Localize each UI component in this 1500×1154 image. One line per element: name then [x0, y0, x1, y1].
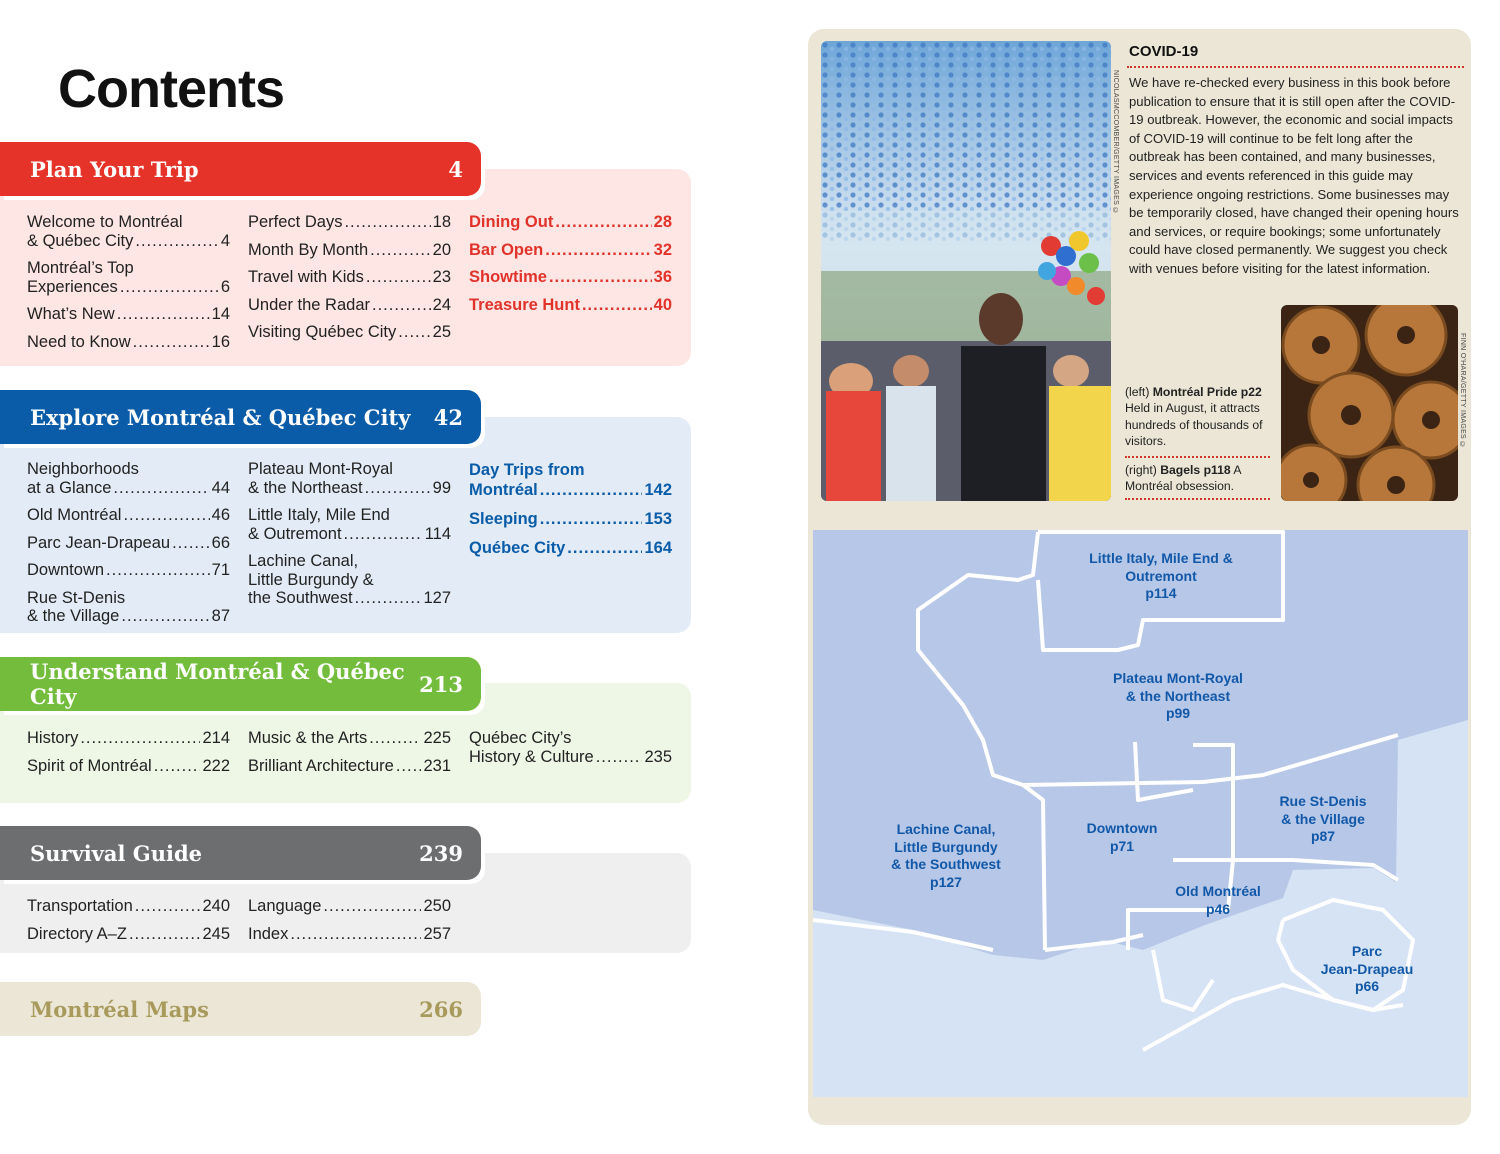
explore-col1 [27, 460, 230, 635]
entry-label: Index [248, 924, 289, 943]
map-label-line: p99 [1165, 705, 1191, 721]
entry-page: 46 [211, 506, 230, 524]
section-page: 4 [448, 156, 463, 182]
map-label-line: p66 [1354, 978, 1380, 994]
entry-label: Bar Open [469, 240, 544, 259]
entry-page: 250 [423, 897, 451, 915]
entry-page: 127 [423, 589, 451, 607]
section-title: Plan Your Trip [30, 156, 199, 182]
caption-divider [1125, 456, 1270, 458]
entry-label: Month By Month [248, 240, 369, 259]
bagel-photo [1281, 305, 1458, 501]
map-label-line: p71 [1109, 837, 1135, 854]
plan-col2 [248, 213, 451, 351]
understand-col2 [248, 729, 451, 784]
entry-label: & Outremont [248, 524, 342, 543]
entry-label: Brilliant Architecture [248, 756, 394, 775]
entry-label: Spirit of Montréal [27, 756, 152, 775]
toc-entry[interactable] [248, 729, 451, 748]
entry-label: Parc Jean-Drapeau [27, 533, 171, 552]
entry-label: Montréal [469, 481, 538, 499]
entry-label: Visiting Québec City [248, 323, 397, 341]
entry-page: 23 [432, 268, 451, 286]
map-label-rue-st-denis[interactable] [1262, 793, 1384, 846]
entry-page: 36 [653, 268, 672, 286]
map-label-line: Little Italy, Mile End & [1089, 550, 1233, 566]
entry-label: & Québec City [27, 231, 134, 250]
entry-page: 231 [423, 756, 451, 775]
entry-page: 240 [202, 897, 230, 915]
entry-label: Transportation [27, 897, 133, 915]
entry-page: 32 [653, 240, 672, 259]
toc-entry[interactable] [27, 506, 230, 525]
bagel-photo-image [1281, 305, 1458, 501]
entry-label: History [27, 729, 79, 747]
caption-bold: Montréal Pride p22 [1152, 385, 1262, 399]
entry-label: Need to Know [27, 332, 131, 351]
section-page: 239 [419, 840, 463, 866]
toc-entry[interactable] [469, 213, 672, 232]
toc-entry[interactable] [27, 925, 230, 944]
survival-col2 [248, 897, 451, 952]
map-label-line: Lachine Canal, [896, 821, 996, 837]
entry-label: What’s New [27, 305, 115, 323]
map-label-little-italy[interactable] [1063, 550, 1259, 603]
plan-col1 [27, 213, 230, 360]
entry-label: Directory A–Z [27, 924, 127, 943]
entry-label: Sleeping [469, 510, 538, 528]
plan-col3 [469, 213, 672, 323]
section-title: Understand Montréal & Québec City [30, 659, 405, 709]
map-label-line: Rue St-Denis [1279, 793, 1367, 809]
entry-line: Little Italy, Mile End [248, 506, 390, 524]
map-label-downtown[interactable] [1074, 820, 1170, 855]
caption-text: Held in August, it attracts hundreds of thousands of visitors. [1125, 401, 1263, 449]
map-label-line: Jean-Drapeau [1320, 960, 1414, 977]
explore-col2 [248, 460, 451, 617]
toc-entry[interactable] [469, 241, 672, 260]
toc-entry[interactable] [469, 729, 672, 766]
toc-entry[interactable] [27, 213, 230, 250]
toc-entry[interactable] [248, 897, 451, 916]
entry-page: 235 [644, 747, 672, 766]
toc-entry[interactable] [248, 506, 451, 543]
map-label-line: & the Southwest [891, 856, 1001, 872]
entry-line: Neighborhoods [27, 460, 139, 478]
covid-text: We have re-checked every business in this book before publication to ensure that it is still open after the COVID-19 outbreak. However, the economic and social impacts of COVID-19 will continue to be felt long after the outbreak has been contained, and many businesses, services and events referenced in this guide may experience ongoing restrictions. Some businesses may be temporarily closed, have changed their opening hours and services, or require bookings; some unfortunately could have closed permanently. We suggest you check with venues before visiting for the latest information. [1129, 75, 1459, 276]
toc-entry[interactable] [27, 729, 230, 748]
map-label-line: p46 [1205, 900, 1231, 917]
entry-label: & the Village [27, 607, 120, 625]
entry-page: 40 [653, 295, 672, 314]
toc-entry[interactable] [27, 757, 230, 776]
entry-page: 225 [423, 729, 451, 747]
caption-prefix: (left) [1125, 385, 1150, 399]
entry-label: Old Montréal [27, 506, 122, 524]
caption-prefix: (right) [1125, 463, 1157, 477]
map-label-line: Parc [1351, 943, 1383, 959]
map-label-parc[interactable] [1307, 943, 1427, 996]
map-label-line: Little Burgundy [894, 838, 998, 855]
entry-label: Showtime [469, 268, 547, 286]
entry-label: Perfect Days [248, 213, 343, 231]
entry-page: 44 [211, 478, 230, 497]
entry-label: Treasure Hunt [469, 295, 580, 314]
understand-section-header[interactable] [0, 657, 481, 711]
entry-line: Little Burgundy & [248, 570, 374, 589]
entry-page: 99 [432, 478, 451, 497]
map-label-line: Downtown [1086, 820, 1158, 836]
map-label-line: Plateau Mont-Royal [1113, 670, 1243, 686]
section-title: Montréal Maps [30, 996, 209, 1022]
entry-page: 71 [211, 561, 230, 579]
section-page: 42 [433, 404, 463, 430]
survival-section-header[interactable] [0, 826, 481, 880]
entry-page: 214 [202, 729, 230, 747]
entry-page: 18 [432, 213, 451, 231]
understand-col1 [27, 729, 230, 784]
entry-page: 25 [432, 323, 451, 341]
entry-line: Day Trips from [469, 461, 585, 479]
pride-photo [821, 41, 1111, 501]
toc-entry[interactable] [248, 460, 451, 497]
toc-entry[interactable] [248, 925, 451, 944]
entry-page: 66 [211, 533, 230, 552]
plan-section-header[interactable] [0, 142, 481, 196]
map-label-line: & the Northeast [1125, 687, 1231, 704]
understand-col3 [469, 729, 672, 775]
entry-label: History & Culture [469, 747, 594, 766]
map-label-line: Outremont [1125, 567, 1197, 584]
toc-entry[interactable] [469, 538, 672, 558]
map-label-plateau[interactable] [1088, 670, 1268, 723]
map-label-old-montreal[interactable] [1160, 883, 1276, 918]
entry-page: 164 [644, 539, 672, 557]
section-page: 213 [419, 671, 463, 697]
toc-entry[interactable] [248, 757, 451, 776]
toc-entry[interactable] [469, 460, 672, 500]
map-label-line: & the Village [1281, 810, 1365, 827]
toc-entry[interactable] [27, 305, 230, 324]
entry-label: Music & the Arts [248, 729, 368, 747]
toc-entry[interactable] [248, 296, 451, 315]
covid-title: COVID-19 [1129, 43, 1199, 60]
explore-col3 [469, 460, 672, 567]
map-label-line: p114 [1145, 585, 1177, 601]
toc-entry[interactable] [27, 561, 230, 580]
entry-label: at a Glance [27, 478, 112, 497]
entry-label: Downtown [27, 561, 105, 579]
caption-left [1125, 384, 1275, 450]
map-label-line: Old Montréal [1175, 883, 1261, 899]
entry-line: Plateau Mont-Royal [248, 460, 393, 478]
photo-credit-right: FINN O'HARA/GETTY IMAGES © [1459, 333, 1466, 449]
toc-entry[interactable] [27, 460, 230, 497]
section-page: 266 [419, 996, 463, 1022]
toc-entry[interactable] [469, 296, 672, 315]
section-title: Explore Montréal & Québec City [30, 404, 411, 430]
entry-line: Welcome to Montréal [27, 213, 183, 231]
entry-page: 24 [432, 295, 451, 314]
entry-page: 245 [202, 924, 230, 943]
entry-label: Travel with Kids [248, 268, 364, 286]
entry-page: 114 [424, 524, 451, 543]
toc-entry[interactable] [248, 268, 451, 287]
entry-page: 16 [211, 332, 230, 351]
entry-label: Québec City [469, 539, 566, 557]
caption-divider [1125, 498, 1270, 500]
entry-page: 28 [653, 213, 672, 231]
entry-label: the Southwest [248, 589, 353, 607]
entry-label: Under the Radar [248, 295, 370, 314]
toc-entry[interactable] [27, 259, 230, 296]
toc-entry[interactable] [248, 213, 451, 232]
survival-col1 [27, 897, 230, 952]
entry-page: 257 [423, 924, 451, 943]
photo-credit-left: NICOLASMCCOMBER/GETTY IMAGES © [1112, 70, 1119, 215]
toc-entry[interactable] [248, 241, 451, 260]
entry-page: 87 [211, 607, 230, 625]
covid-divider [1127, 66, 1464, 68]
entry-label: & the Northeast [248, 478, 363, 497]
toc-entry[interactable] [27, 897, 230, 916]
caption-text: A Montréal obsession. [1125, 463, 1241, 494]
toc-entry[interactable] [27, 333, 230, 352]
toc-entry[interactable] [248, 323, 451, 342]
toc-entry[interactable] [27, 534, 230, 553]
entry-line: Montréal’s Top [27, 259, 134, 277]
page-title: Contents [58, 59, 284, 119]
explore-section-header[interactable] [0, 390, 481, 444]
map-label-lachine[interactable] [876, 821, 1016, 891]
pride-photo-image [821, 41, 1111, 501]
entry-page: 14 [211, 305, 230, 323]
entry-page: 6 [220, 277, 230, 296]
entry-label: Language [248, 897, 322, 915]
entry-label: Dining Out [469, 213, 554, 231]
entry-line: Lachine Canal, [248, 552, 359, 570]
toc-entry[interactable] [469, 268, 672, 287]
map-label-line: p87 [1310, 828, 1336, 844]
map-label-line: p127 [930, 873, 962, 890]
maps-section-header[interactable] [0, 982, 481, 1036]
entry-page: 153 [644, 510, 672, 528]
entry-page: 142 [644, 481, 672, 499]
entry-label: Experiences [27, 277, 118, 296]
section-title: Survival Guide [30, 840, 202, 866]
caption-right [1125, 462, 1275, 495]
toc-entry[interactable] [469, 509, 672, 529]
entry-page: 20 [432, 240, 451, 259]
entry-page: 4 [220, 231, 230, 250]
caption-bold: Bagels p118 [1160, 463, 1231, 477]
toc-entry[interactable] [27, 589, 230, 626]
entry-page: 222 [202, 756, 230, 775]
toc-entry[interactable] [248, 552, 451, 608]
entry-line: Rue St-Denis [27, 588, 126, 607]
entry-line: Québec City’s [469, 729, 572, 747]
